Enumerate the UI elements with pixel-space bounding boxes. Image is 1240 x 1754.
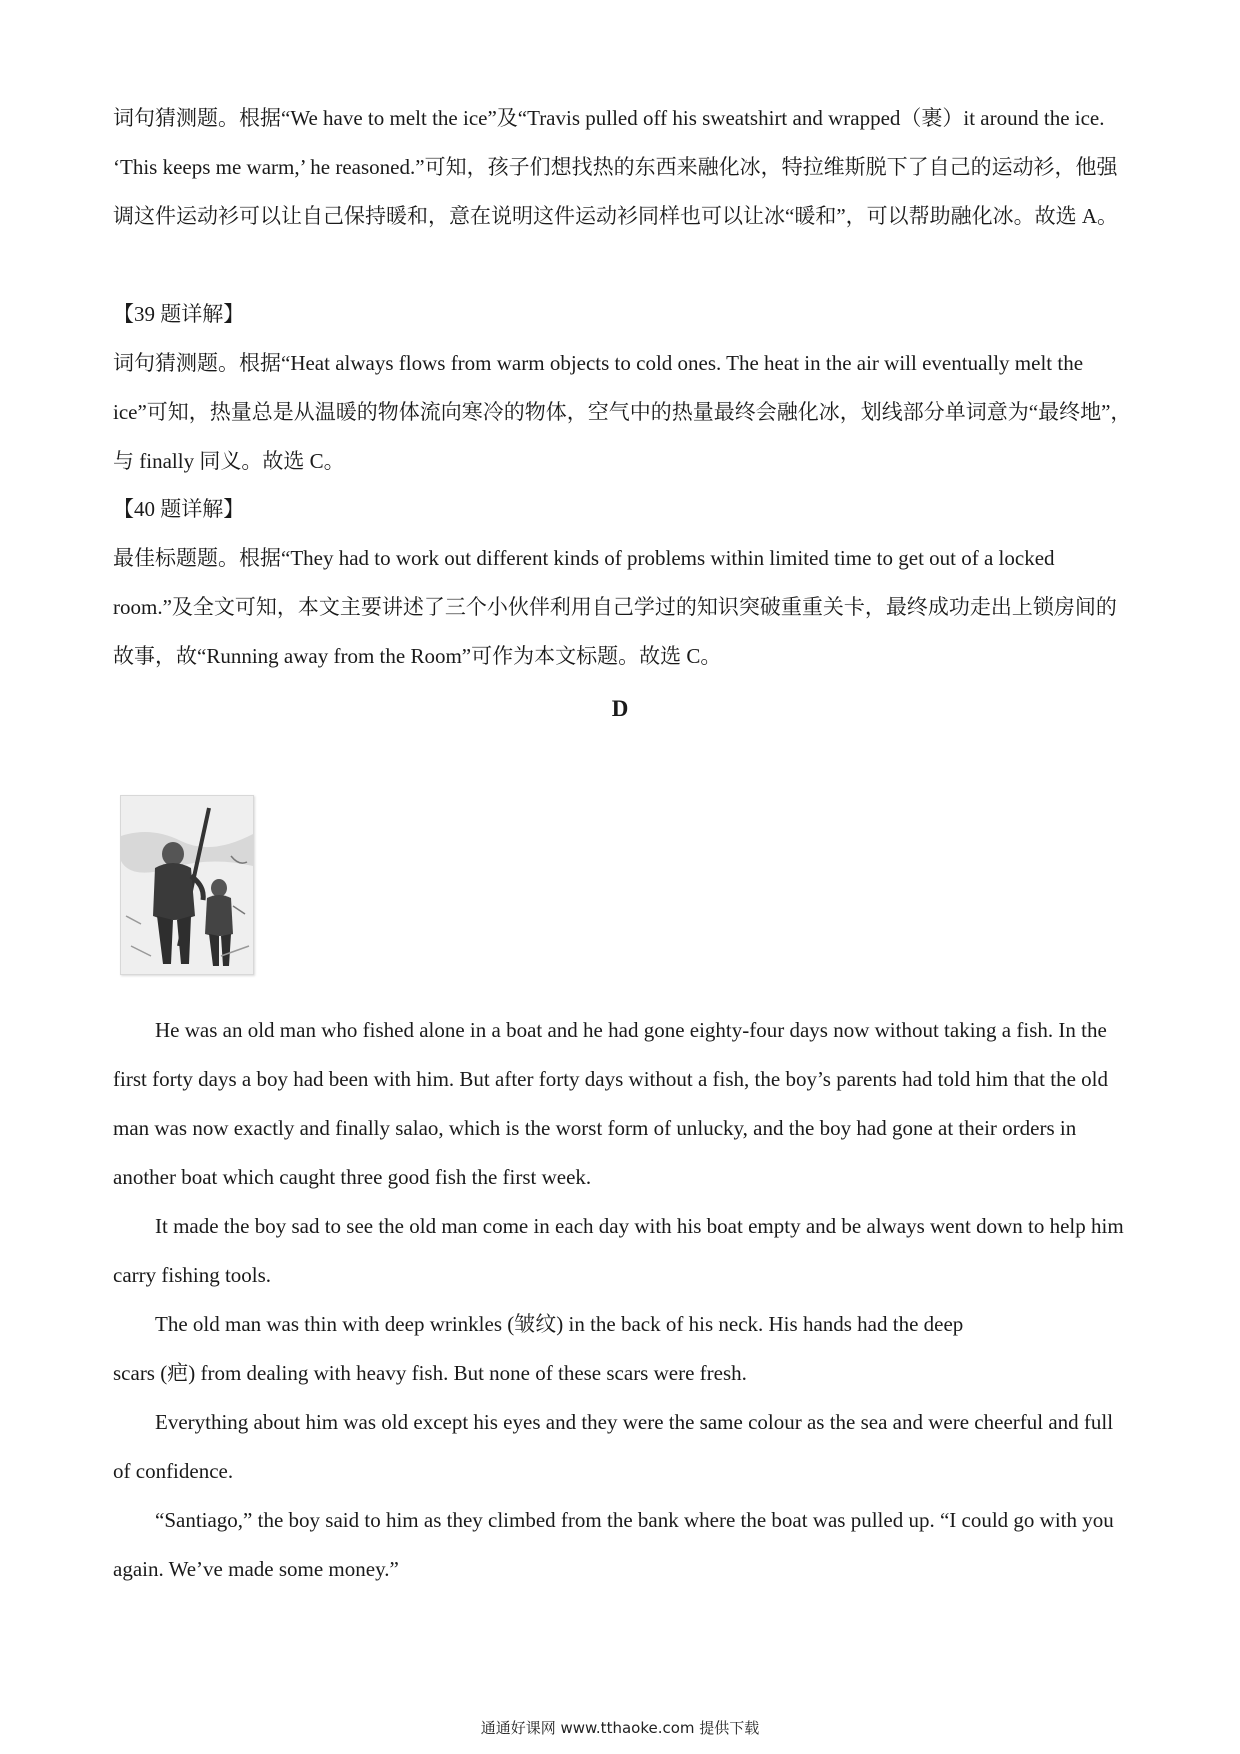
old-man-and-boy-illustration <box>120 795 254 975</box>
story-paragraph: It made the boy sad to see the old man come in each day with his boat empty and be always went down to help him carry fishing tools. <box>113 1214 1124 1287</box>
story-paragraph: scars (疤) from dealing with heavy fish. But none of these scars were fresh. <box>113 1361 747 1385</box>
q40-heading: 【40 题详解】 <box>113 497 245 521</box>
story-paragraph: Everything about him was old except his eyes and they were the same colour as the sea and were cheerful and full of confidence. <box>113 1410 1114 1483</box>
page-footer: 通通好课网 www.tthaoke.com 提供下载 <box>480 1719 760 1737</box>
q39-heading: 【39 题详解】 <box>113 302 245 326</box>
q39-explanation: 词句猜测题。根据“Heat always flows from warm objects to cold ones. The heat in the air will eventually melt the ice”可知，热量总是从温暖的物体流向寒冷的物体，空气中的热量最终会融化冰，划线部分单词意为“最终地”，与 finally 同义。故选 C。 <box>113 351 1132 473</box>
section-heading-d: D <box>611 696 629 721</box>
story-paragraph: “Santiago,” the boy said to him as they climbed from the bank where the boat was pulled up. “I could go with you again. We’ve made some money.” <box>113 1508 1114 1581</box>
story-paragraph: He was an old man who fished alone in a boat and he had gone eighty-four days now without taking a fish. In the first forty days a boy had been with him. But after forty days without a fish, the boy’s parents had told him that the old man was now exactly and finally salao, which is the worst form of unlucky, and the boy had gone at their orders in another boat which caught three good fish the first week. <box>113 1018 1108 1189</box>
answer-paragraph-38: 词句猜测题。根据“We have to melt the ice”及“Travis pulled off his sweatshirt and wrapped（裹）it around the ice. ‘This keeps me warm,’ he reasoned.”可知，孩子们想找热的东西来融化冰，特拉维斯脱下了自己的运动衫，他强调这件运动衫可以让自己保持暖和，意在说明这件运动衫同样也可以让冰“暖和”，可以帮助融化冰。故选 A。 <box>113 106 1119 228</box>
story-paragraph: The old man was thin with deep wrinkles (皱纹) in the back of his neck. His hands had the deep <box>155 1312 964 1336</box>
q40-explanation: 最佳标题题。根据“They had to work out different kinds of problems within limited time to get out of a locked room.”及全文可知，本文主要讲述了三个小伙伴利用自己学过的知识突破重重关卡，最终成功走出上锁房间的故事，故“Running away from the Room”可作为本文标题。故选 C。 <box>113 546 1117 668</box>
